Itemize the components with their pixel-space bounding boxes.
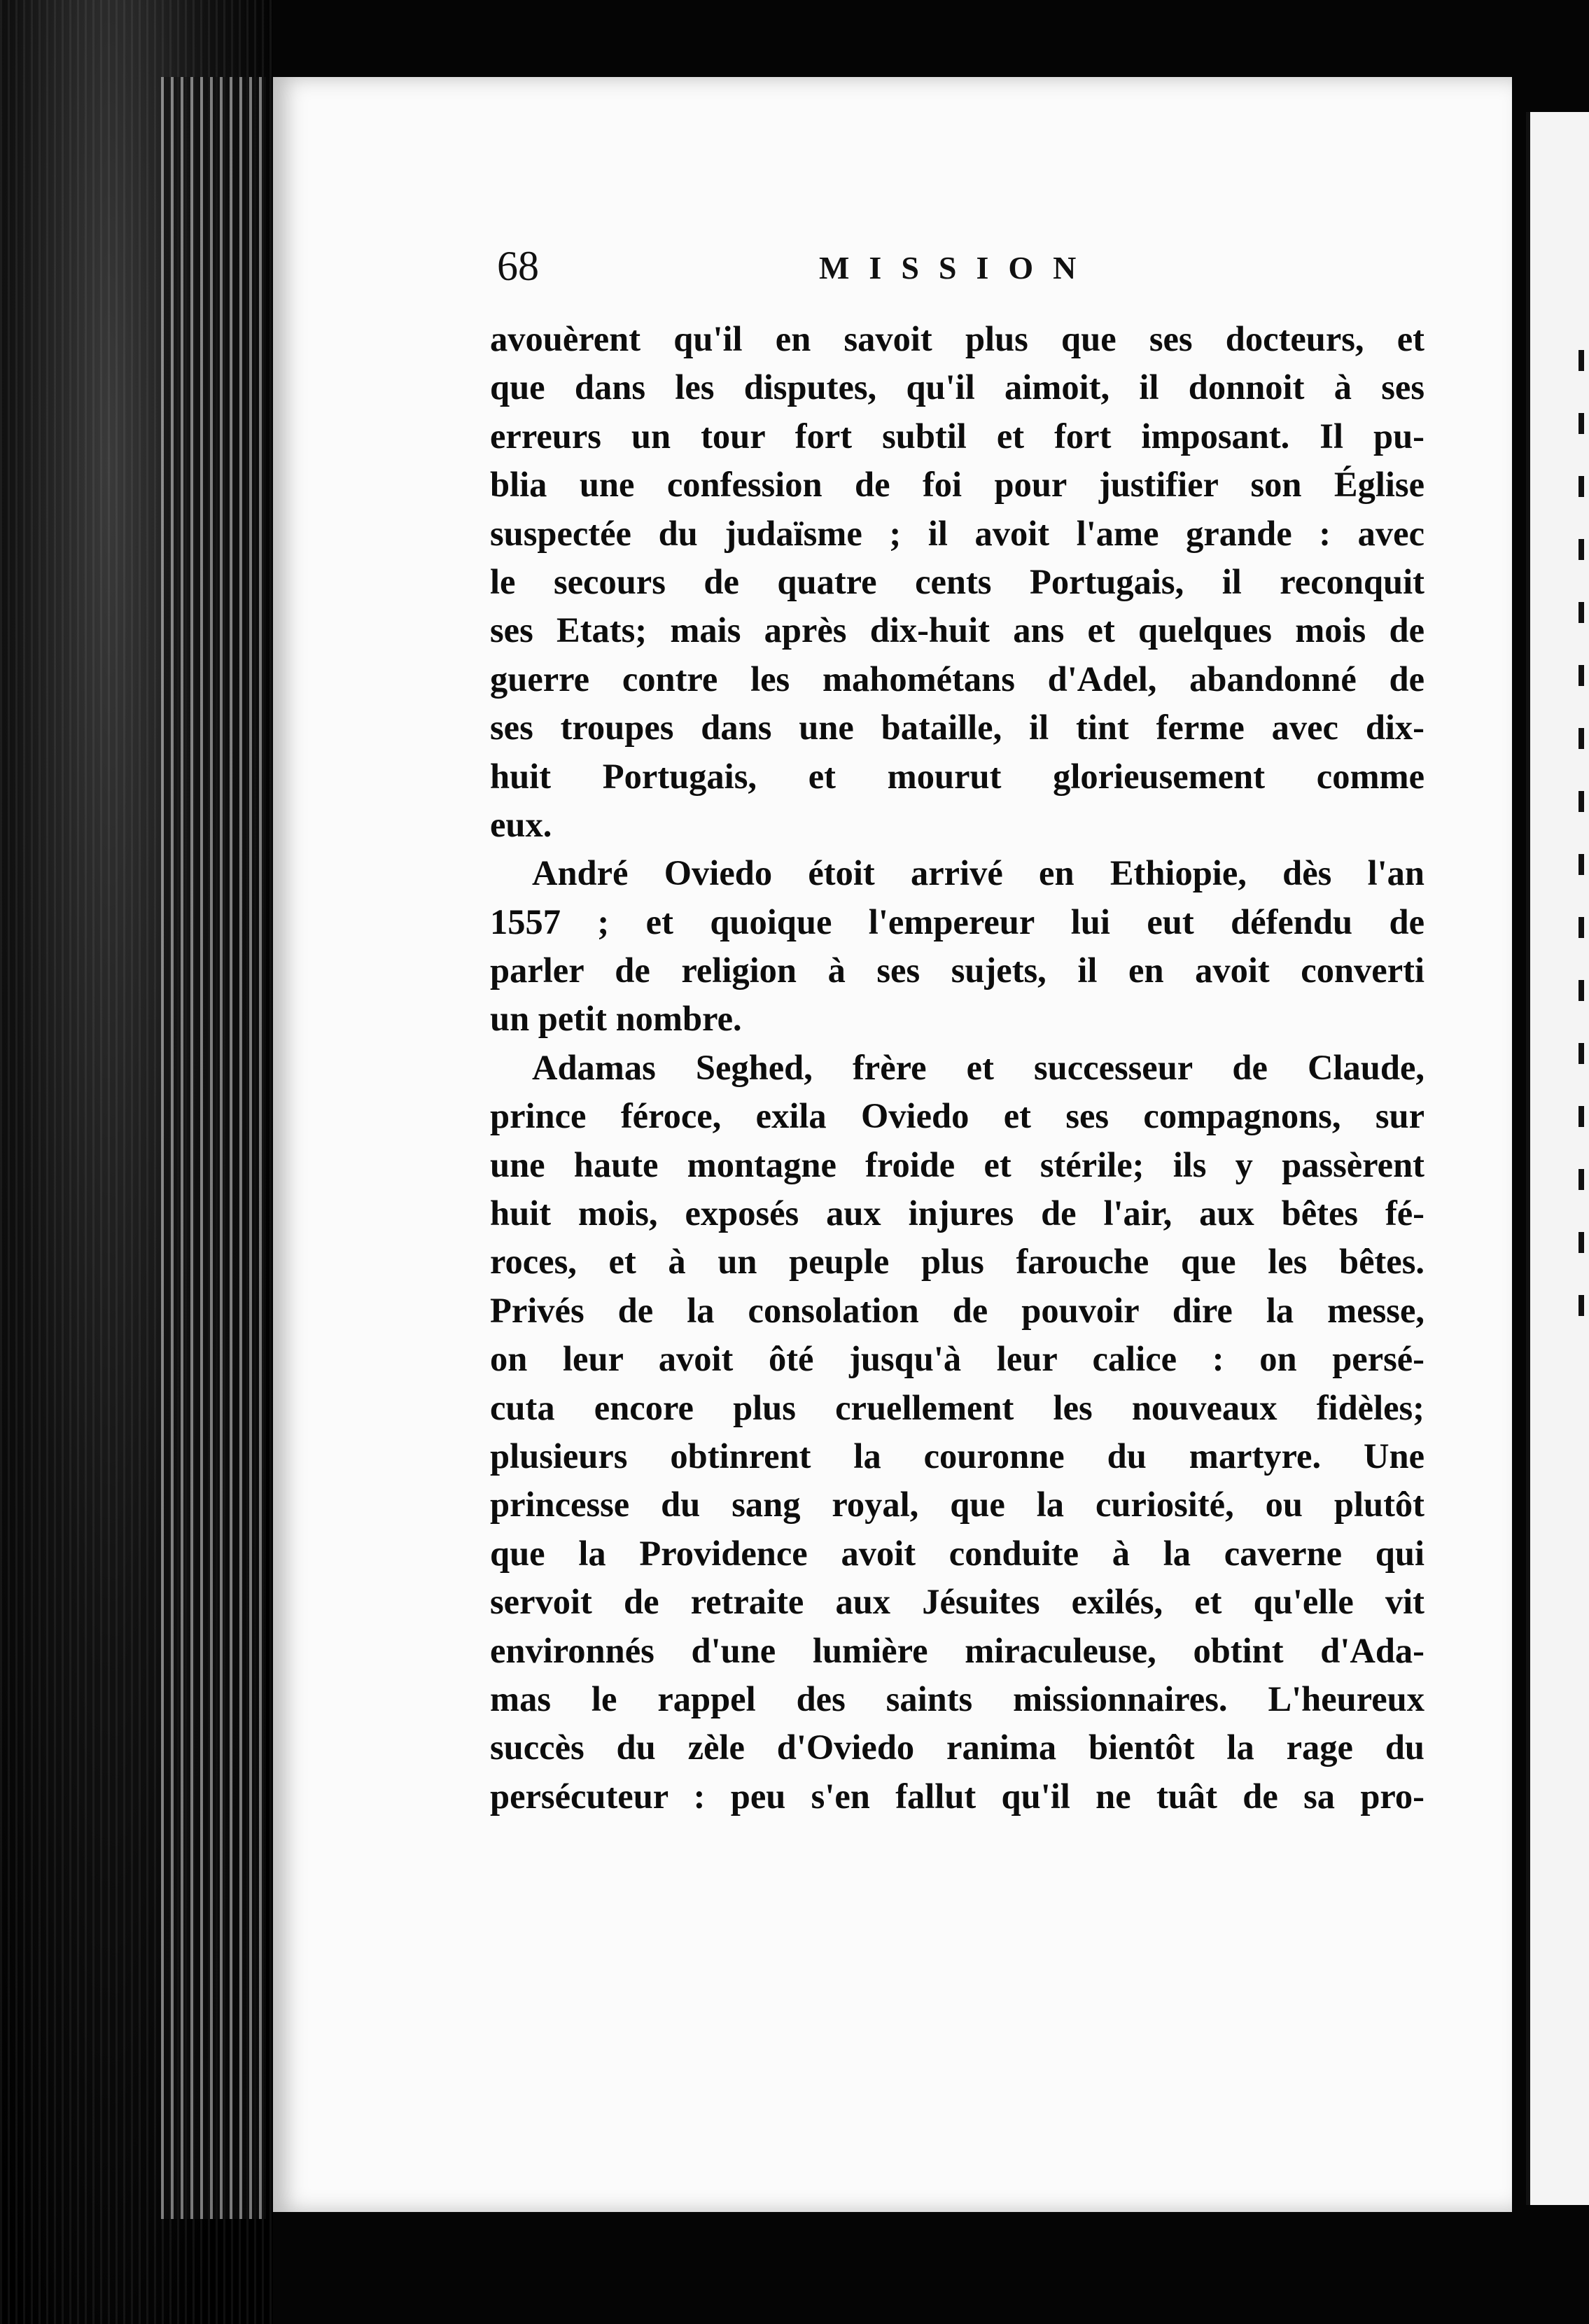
paragraph-start-line: André Oviedo étoit arrivé en Ethiopie, dès l'an — [532, 853, 1424, 893]
text-line: roces, et à un peuple plus farouche que les bêtes. — [490, 1242, 1424, 1282]
body-text — [490, 315, 1424, 1821]
text-line: que dans les disputes, qu'il aimoit, il donnoit à ses — [490, 368, 1424, 407]
page-edges — [161, 77, 266, 2219]
text-line: blia une confession de foi pour justifier son Église — [490, 465, 1424, 505]
text-line: parler de religion à ses sujets, il en avoit converti — [490, 951, 1424, 990]
text-line: Privés de la consolation de pouvoir dire la messe, — [490, 1290, 1424, 1330]
text-line: prince féroce, exila Oviedo et ses compagnons, sur — [490, 1096, 1424, 1136]
text-line: ses Etats; mais après dix-huit ans et quelques mois de — [490, 610, 1424, 650]
book-spine-edge — [0, 0, 273, 2324]
text-line: avouèrent qu'il en savoit plus que ses docteurs, et — [490, 319, 1424, 358]
running-head — [497, 238, 1407, 294]
running-title: MISSION — [819, 250, 1096, 286]
text-line: servoit de retraite aux Jésuites exilés, et qu'elle vit — [490, 1582, 1424, 1622]
text-line: le secours de quatre cents Portugais, il reconquit — [490, 561, 1424, 601]
text-line: plusieurs obtinrent la couronne du martyre. Une — [490, 1436, 1424, 1476]
text-line: cuta encore plus cruellement les nouveaux fidèles; — [490, 1387, 1424, 1427]
page-number: 68 — [497, 243, 539, 289]
text-line: mas le rappel des saints missionnaires. L'heureux — [490, 1679, 1424, 1718]
text-line: que la Providence avoit conduite à la caverne qui — [490, 1533, 1424, 1573]
adjacent-page-marks — [1578, 350, 1584, 1330]
text-line: environnés d'une lumière miraculeuse, obtint d'Ada- — [490, 1630, 1424, 1670]
book-page — [273, 77, 1512, 2212]
text-line: suspectée du judaïsme ; il avoit l'ame grande : avec — [490, 513, 1424, 553]
text-line: ses troupes dans une bataille, il tint ferme avec dix- — [490, 708, 1424, 748]
text-line: huit Portugais, et mourut glorieusement comme — [490, 756, 1424, 796]
text-line: huit mois, exposés aux injures de l'air, aux bêtes fé- — [490, 1194, 1424, 1233]
text-line: princesse du sang royal, que la curiosité, ou plutôt — [490, 1485, 1424, 1525]
text-line: 1557 ; et quoique l'empereur lui eut défendu de — [490, 902, 1424, 941]
text-line: erreurs un tour fort subtil et fort imposant. Il pu- — [490, 416, 1424, 456]
text-line: guerre contre les mahométans d'Adel, abandonné de — [490, 659, 1424, 699]
text-line: une haute montagne froide et stérile; ils y passèrent — [490, 1144, 1424, 1184]
paragraph-start-line: Adamas Seghed, frère et successeur de Claude, — [532, 1047, 1424, 1087]
text-line: on leur avoit ôté jusqu'à leur calice : on persé- — [490, 1339, 1424, 1379]
text-line: persécuteur : peu s'en fallut qu'il ne tuât de sa pro- — [490, 1776, 1424, 1816]
text-line: eux. — [490, 804, 552, 844]
text-line: succès du zèle d'Oviedo ranima bientôt la rage du — [490, 1728, 1424, 1768]
text-line: un petit nombre. — [490, 999, 742, 1039]
